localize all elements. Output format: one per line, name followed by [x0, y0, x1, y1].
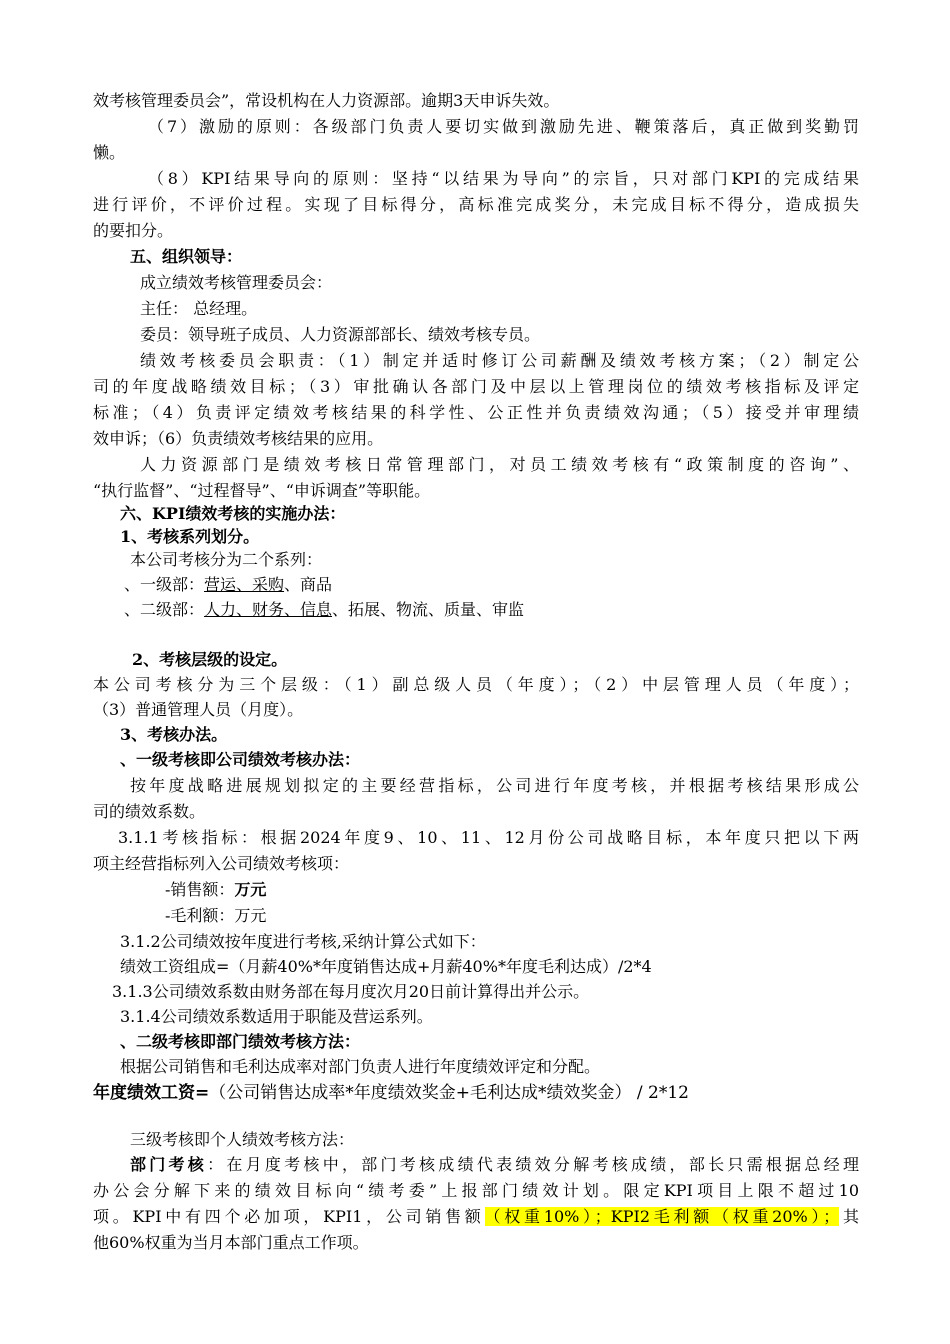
text-line	[93, 1080, 689, 1106]
text-line	[165, 903, 266, 929]
text-run: -销售额：	[165, 880, 235, 899]
bold-text: 六、KPI绩效考核的实施办法：	[120, 504, 346, 523]
text-run: （公司销售达成率*年度绩效奖金+毛利达成*绩效奖金） / 2*12	[209, 1083, 689, 1103]
text-run: 3.1.3公司绩效系数由财务部在每月度次月20日前计算得出并公示。	[112, 982, 590, 1001]
text-line	[120, 929, 486, 955]
text-run: 司的绩效系数。	[93, 802, 206, 821]
text-line	[93, 218, 173, 244]
text-line	[140, 270, 332, 296]
text-run: 绩效考核委员会职责：（1）制定并适时修订公司薪酬及绩效考核方案；（2）制定公	[140, 351, 859, 370]
text-line	[120, 747, 360, 773]
underlined-text: 营运、采购	[204, 575, 285, 594]
text-run: 办公会分解下来的绩效目标向“绩考委”上报部门绩效计划。限定KPI项目上限不超过10	[93, 1181, 859, 1200]
text-run: -毛利额：万元	[165, 906, 267, 925]
bold-text: 3、考核办法。	[120, 725, 228, 744]
text-line	[130, 244, 242, 270]
text-run: ：在月度考核中，部门考核成绩代表绩效分解考核成绩，部长只需根据总经理	[207, 1155, 859, 1174]
text-line	[93, 426, 383, 452]
text-line	[124, 572, 332, 598]
text-run: 按年度战略进展规划拟定的主要经营指标，公司进行年度考核，并根据考核结果形成公	[130, 776, 859, 795]
text-line	[140, 348, 859, 374]
text-line	[120, 722, 227, 748]
text-line	[93, 697, 303, 723]
text-run: （7）激励的原则：各级部门负责人要切实做到激励先进、鞭策落后，真正做到奖勤罚	[148, 117, 859, 136]
text-run: 、拓展、物流、质量、审监	[332, 600, 525, 619]
bold-text: 、二级考核即部门绩效考核方法：	[120, 1032, 361, 1051]
text-run: 本公司考核分为二个系列：	[130, 550, 323, 569]
text-run: 根据公司销售和毛利达成率对部门负责人进行年度绩效评定和分配。	[120, 1057, 601, 1076]
text-line	[93, 400, 859, 426]
text-run: 项主经营指标列入公司绩效考核项：	[93, 854, 350, 873]
text-line	[165, 877, 266, 903]
text-run: 效申诉；（6）负责绩效考核结果的应用。	[93, 429, 384, 448]
bold-text: 万元	[234, 880, 267, 899]
text-line	[93, 1204, 859, 1230]
bold-text: 五、组织领导：	[130, 247, 243, 266]
text-run: 司的年度战略绩效目标；（3）审批确认各部门及中层以上管理岗位的绩效考核指标及评定	[93, 377, 859, 396]
text-run: 3.1.2公司绩效按年度进行考核,采纳计算公式如下：	[120, 932, 486, 951]
bold-text: 部门考核	[130, 1155, 208, 1174]
text-line	[120, 1054, 600, 1080]
text-line	[120, 1004, 433, 1030]
text-run: 本公司考核分为三个层级：（1）副总级人员（年度）；（2）中层管理人员（年度）；	[93, 675, 859, 694]
text-run: 委员：领导班子成员、人力资源部部长、绩效考核专员。	[140, 325, 541, 344]
text-line	[93, 1178, 859, 1204]
underlined-text: 人力、财务、信息	[204, 600, 333, 619]
text-run: 人力资源部门是绩效考核日常管理部门，对员工绩效考核有“政策制度的咨询”、	[140, 455, 859, 474]
text-run: 3.1.4公司绩效系数适用于职能及营运系列。	[120, 1007, 433, 1026]
text-run: 其	[839, 1207, 859, 1226]
text-line	[93, 799, 205, 825]
text-line	[148, 114, 859, 140]
bold-text: 2、考核层级的设定。	[132, 650, 288, 669]
text-run: 、一级部：	[124, 575, 205, 594]
text-run: 效考核管理委员会”，常设机构在人力资源部。逾期3天申诉失效。	[93, 91, 560, 110]
text-run: 绩效工资组成=（月薪40%*年度销售达成+月薪40%*年度毛利达成）/2*4	[120, 957, 652, 976]
text-run: 3.1.1考核指标：根据2024年度9、10、11、12月份公司战略目标，本年度只把以下两	[118, 828, 859, 847]
text-line	[120, 954, 652, 980]
text-run: 三级考核即个人绩效考核方法：	[130, 1130, 355, 1149]
text-line	[130, 773, 859, 799]
text-line	[132, 647, 287, 673]
text-run: 的要扣分。	[93, 221, 174, 240]
text-run: （8）KPI结果导向的原则：坚持“以结果为导向”的宗旨，只对部门KPI的完成结果	[148, 169, 859, 188]
bold-text: 、一级考核即公司绩效考核办法：	[120, 750, 361, 769]
bold-text: 年度绩效工资=	[93, 1083, 210, 1103]
text-run: 、二级部：	[124, 600, 205, 619]
text-line	[93, 192, 859, 218]
text-line	[93, 672, 859, 698]
text-line	[93, 1230, 369, 1256]
text-run: 他60%权重为当月本部门重点工作项。	[93, 1233, 369, 1252]
highlighted-text: （权重10%）；KPI2毛利额（权重20%）；	[484, 1207, 840, 1226]
text-run: 标准；（4）负责评定绩效考核结果的科学性、公正性并负责绩效沟通；（5）接受并审理绩	[93, 403, 859, 422]
text-line	[112, 979, 589, 1005]
text-line	[130, 1127, 354, 1153]
text-line	[124, 597, 524, 623]
text-line	[140, 322, 540, 348]
bold-text: 1、考核系列划分。	[120, 527, 260, 546]
text-run: 懒。	[93, 143, 126, 162]
text-run: “执行监督”、“过程督导”、“申诉调查”等职能。	[93, 481, 431, 500]
text-line	[120, 1029, 360, 1055]
text-line	[93, 140, 125, 166]
text-run: 主任： 总经理。	[140, 299, 258, 318]
text-line	[118, 825, 859, 851]
text-line	[130, 547, 322, 573]
text-line	[148, 166, 859, 192]
text-line	[140, 452, 859, 478]
text-run: 成立绩效考核管理委员会：	[140, 273, 333, 292]
text-run: 项。KPI中有四个必加项，KPI1，公司销售额	[93, 1207, 485, 1226]
text-run: （3）普通管理人员（月度）。	[93, 700, 304, 719]
text-run: 、商品	[284, 575, 333, 594]
text-run: 进行评价，不评价过程。实现了目标得分，高标准完成奖分，未完成目标不得分，造成损失	[93, 195, 859, 214]
text-line	[140, 296, 257, 322]
text-line	[93, 851, 349, 877]
text-line	[93, 88, 559, 114]
text-line	[130, 1152, 859, 1178]
text-line	[93, 374, 859, 400]
